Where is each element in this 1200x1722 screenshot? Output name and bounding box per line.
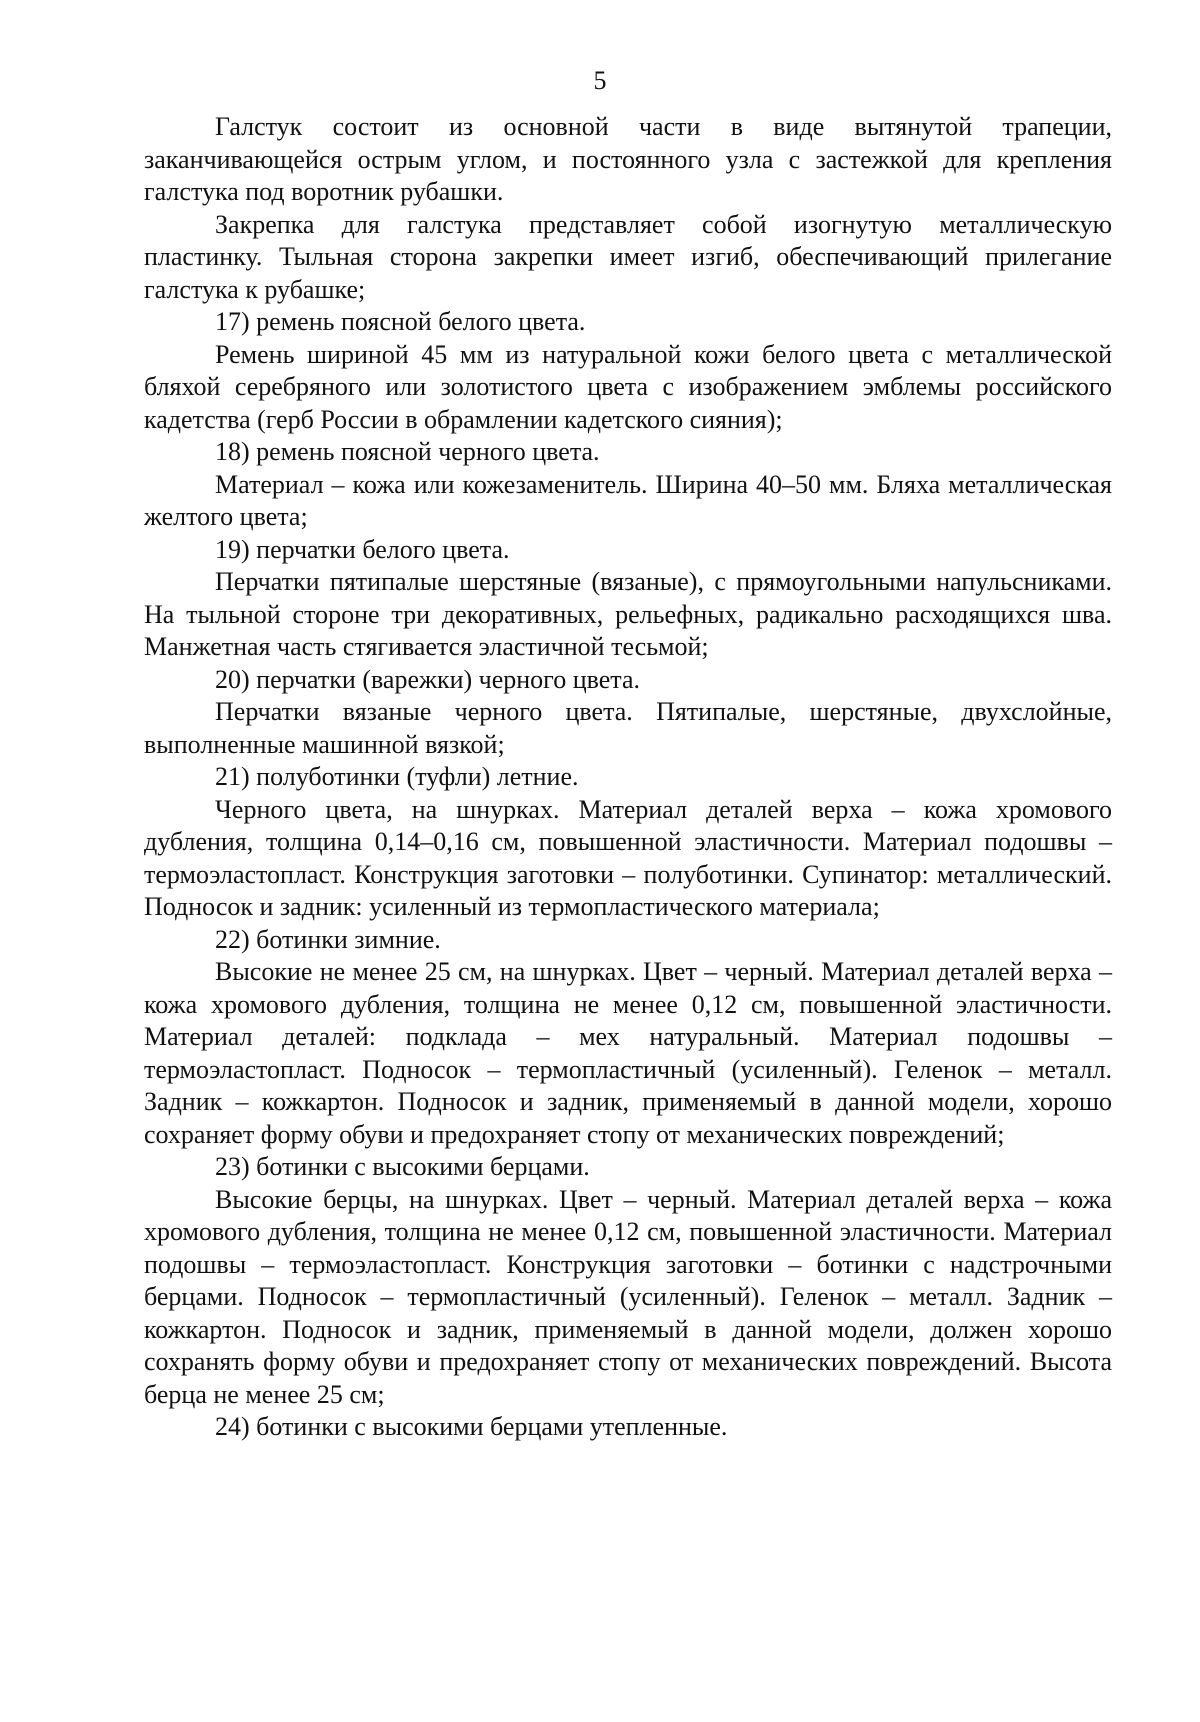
paragraph-summer-shoes: Черного цвета, на шнурках. Материал деталей верха – кожа хромового дубления, толщина 0,14–0,16 см, повышенной эластичности. Материал подошвы – термоэластопласт. Конструкция заготовки – полуботинки. Супинатор: металлический. Подносок и задник: усиленный из термопластического материала; [144,794,1112,921]
item-24-heading: 24) ботинки с высокими берцами утепленные. [215,1412,728,1441]
paragraph-tie-description: Галстук состоит из основной части в виде вытянутой трапеции, заканчивающейся острым углом, и постоянного узла с застежкой для крепления галстука под воротник рубашки. [144,112,1112,206]
paragraph-black-gloves: Перчатки вязаные черного цвета. Пятипалые, шерстяные, двухслойные, выполненные машинной вязкой; [144,697,1112,759]
paragraph-black-belt: Материал – кожа или кожезаменитель. Ширина 40–50 мм. Бляха металлическая желтого цвета; [144,469,1112,531]
page-number: 5 [593,66,607,95]
item-21-heading: 21) полуботинки (туфли) летние. [215,762,579,791]
item-20-heading: 20) перчатки (варежки) черного цвета. [215,664,641,694]
item-18-heading: 18) ремень поясной черного цвета. [215,437,600,466]
item-19-heading: 19) перчатки белого цвета. [215,534,510,564]
paragraph-white-gloves: Перчатки пятипалые шерстяные (вязаные), с прямоугольными напульсниками. На тыльной стороне три декоративных, рельефных, радикально расходящихся шва. Манжетная часть стягивается эластичной тесьмой; [144,567,1112,661]
item-23-heading: 23) ботинки с высокими берцами. [215,1152,590,1181]
paragraph-winter-boots: Высокие не менее 25 см, на шнурках. Цвет – черный. Материал деталей верха – кожа хромового дубления, толщина не менее 0,12 см, повышенной эластичности. Материал деталей: подклада – мех натуральный. Материал подошвы – термоэластопласт. Подносок – термопластичный (усиленный). Геленок – металл. Задник – кожкартон. Подносок и задник, применяемый в данной модели, хорошо сохраняет форму обуви и предохраняет стопу от механических повреждений; [144,957,1112,1149]
paragraph-tie-clip: Закрепка для галстука представляет собой изогнутую металлическую пластинку. Тыльная сторона закрепки имеет изгиб, обеспечивающий прилегание галстука к рубашке; [144,209,1112,304]
item-22-heading: 22) ботинки зимние. [215,924,441,954]
paragraph-high-boots: Высокие берцы, на шнурках. Цвет – черный. Материал деталей верха – кожа хромового дубления, толщина не менее 0,12 см, повышенной эластичности. Материал подошвы – термоэластопласт. Конструкция заготовки – ботинки с надстрочными берцами. Подносок – термопластичный (усиленный). Геленок – металл. Задник – кожкартон. Подносок и задник, применяемый в данной модели, должен хорошо сохранять форму обуви и предохраняет стопу от механических повреждений. Высота берца не менее 25 см; [144,1184,1112,1409]
paragraph-white-belt: Ремень шириной 45 мм из натуральной кожи белого цвета с металлической бляхой серебряного или золотистого цвета с изображением эмблемы российского кадетства (герб России в обрамлении кадетского сияния); [144,339,1112,434]
document-body [144,111,1112,1444]
item-17-heading: 17) ремень поясной белого цвета. [215,307,586,336]
